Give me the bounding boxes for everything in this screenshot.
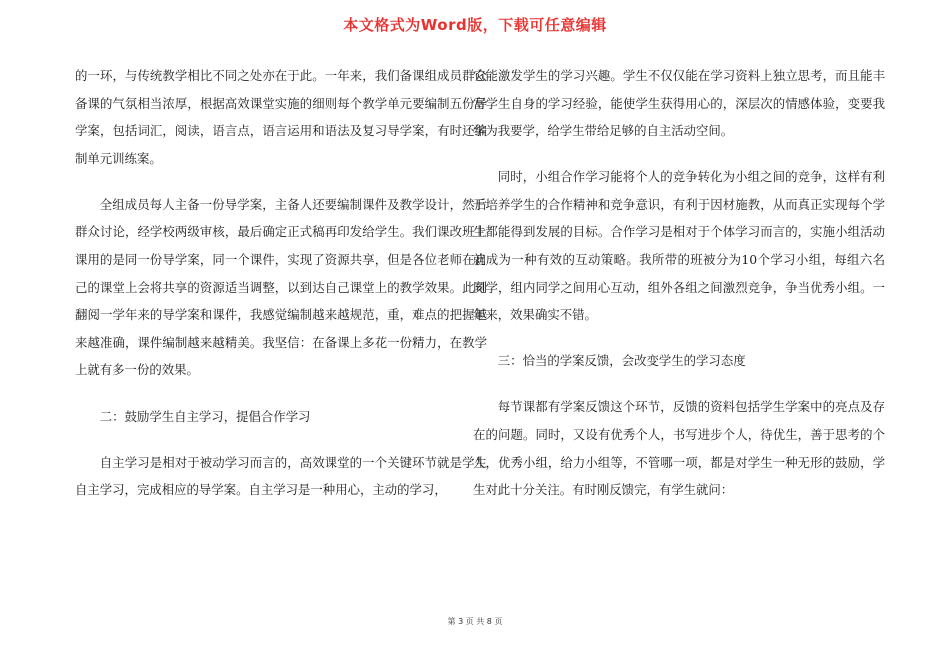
document-banner: 本文格式为Word版，下载可任意编辑 bbox=[343, 16, 607, 34]
paragraph-right-3: 每节课都有学案反馈这个环节，反馈的资料包括学生学案中的亮点及存在的问题。同时，又设有优秀个人，书写进步个人，待优生，善于思考的个人，优秀小组，给力小组等，不管哪一项，都是对学生一种无形的鼓励，学生对此十分关注。有时刚反馈完，有学生就问： bbox=[473, 399, 885, 498]
paragraph-left-3: 自主学习是相对于被动学习而言的，高效课堂的一个关键环节就是学生自主学习，完成相应的导学案。自主学习是一种用心，主动的学习， bbox=[75, 454, 487, 498]
paragraph-left-2: 全组成员每人主备一份导学案，主备人还要编制课件及教学设计，然后群众讨论，经学校两级审核，最后确定正式稿再印发给学生。我们课改班上课用的是同一份导学案，同一个课件，实现了资源共享，但是各位老师在自己的课堂上会将共享的资源适当调整，以到达自己课堂上的教学效果。此刻翻阅一学年来的导学案和课件，我感觉编制越来越规范，重，难点的把握越来越准确，课件编制越来越精美。我坚信：在备课上多花一份精力，在教学上就有多一份的效果。 bbox=[75, 196, 487, 378]
section-heading-2: 二：鼓励学生自主学习，提倡合作学习 bbox=[99, 408, 311, 424]
left-column bbox=[75, 62, 487, 522]
section-heading-3: 三：恰当的学案反馈，会改变学生的学习态度 bbox=[497, 353, 746, 369]
page-footer: 第 3 页 共 8 页 bbox=[447, 617, 503, 626]
paragraph-left-1: 的一环，与传统教学相比不同之处亦在于此。一年来，我们备课组成员群众备课的气氛相当浓厚，根据高效课堂实施的细则每个教学单元要编制五份导学案，包括词汇，阅读，语言点，语言运用和语法及复习导学案，有时还编制单元训练案。 bbox=[75, 68, 487, 166]
right-column bbox=[473, 62, 885, 522]
paragraph-right-1: 它能激发学生的学习兴趣。学生不仅仅能在学习资料上独立思考，而且能丰富学生自身的学习经验，能使学生获得用心的，深层次的情感体验，变要我学为我要学，给学生带给足够的自主活动空间。 bbox=[473, 68, 885, 139]
paragraph-right-2: 同时，小组合作学习能将个人的竞争转化为小组之间的竞争，这样有利于培养学生的合作精神和竞争意识，有利于因材施教，从而真正实现每个学生都能得到发展的目标。合作学习是相对于个体学习而言的，实施小组活动就成为一种有效的互动策略。我所带的班被分为10个学习小组，每组六名同学，组内同学之间用心互动，组外各组之间激烈竞争，争当优秀小组。一年来，效果确实不错。 bbox=[473, 169, 885, 323]
